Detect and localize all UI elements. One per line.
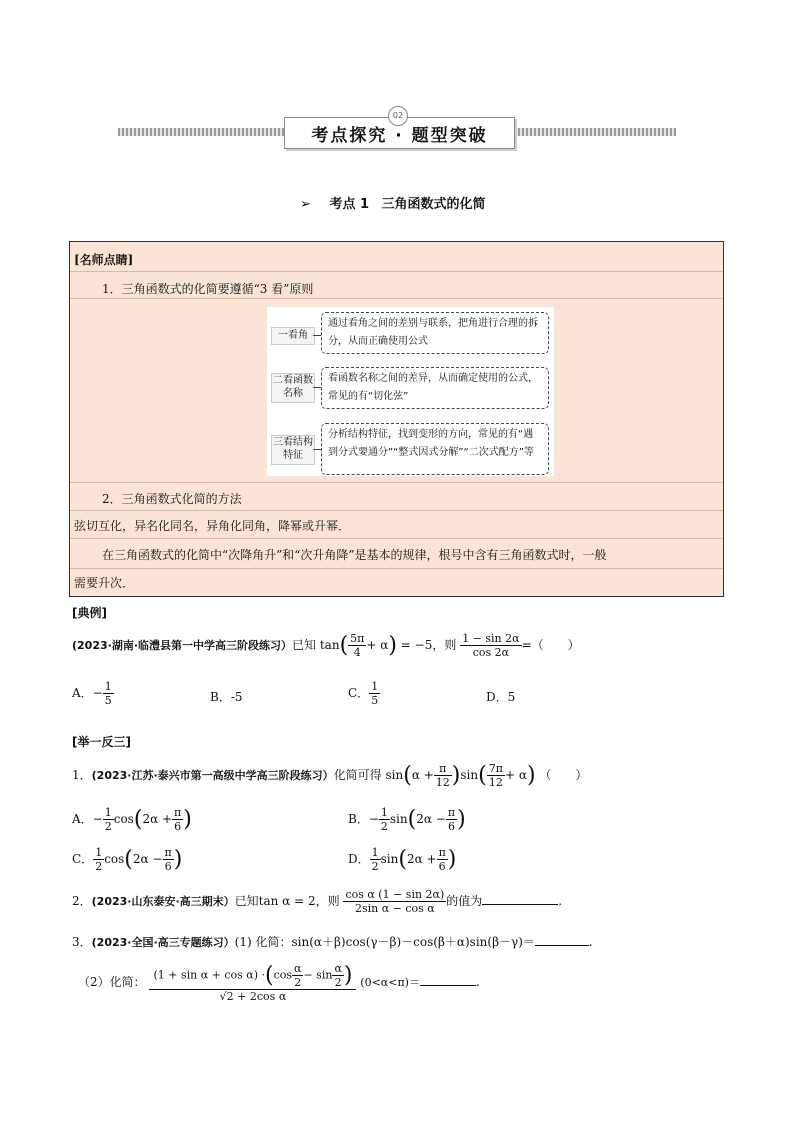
- option-d: D．5: [486, 690, 516, 704]
- practice-question-2: 2．(2023·山东泰安·高三期末）已知tan α = 2，则 $\frac{\text{cos α (1 − sin 2α)}}{\text{2sin α − cos α}}$ 的值为 .: [72, 888, 563, 915]
- arrow-icon: ➢: [300, 197, 311, 212]
- answer-blank[interactable]: [482, 904, 558, 905]
- diagram-connector: [313, 387, 321, 388]
- tip-paragraph-4-cont: 需要升次．: [74, 576, 135, 590]
- kaodian-title: [300, 193, 486, 212]
- diagram-box: 通过看角之间的差别与联系，把角进行合理的拆分，从而正确使用公式: [321, 312, 549, 354]
- tip-paragraph-4: 在三角函数式的化简中“次降角升”和“次升角降”是基本的规律，根号中含有三角函数式时，一般: [102, 548, 607, 562]
- option-a: A．− $\frac{1}{5}$: [72, 680, 112, 707]
- question-source: (2023·江苏·泰兴市第一高级中学高三阶段练习）: [91, 769, 334, 782]
- banner-title: 考点探究 · 题型突破: [311, 125, 488, 146]
- question-tail: =（ ）: [521, 638, 580, 652]
- kaodian-number: 考点 1: [329, 197, 370, 212]
- diagram-label: 一看角: [271, 327, 315, 345]
- banner-left-bar: [118, 128, 285, 136]
- option-b: B．-5: [210, 690, 243, 704]
- banner-right-bar: [514, 128, 676, 136]
- practice-option-b: B．− $\frac{1}{2}$ sin(2α − $\frac{\pi}{6}$ ): [348, 806, 466, 833]
- math-term: + α: [366, 638, 389, 652]
- question-source: (2023·全国·高三专题练习）: [91, 936, 235, 949]
- tip-paragraph-2: 2．三角函数式化简的方法: [102, 492, 242, 506]
- question-stem: 已知: [292, 638, 317, 652]
- diagram-box: 分析结构特征，找到变形的方向，常见的有“遇到分式要通分”“整式因式分解”“二次式配方”等: [321, 423, 549, 475]
- question-source: (2023·湖南·临澧县第一中学高三阶段练习）: [72, 639, 292, 652]
- practice-option-c: C． $\frac{1}{2}$ cos(2α − $\frac{\pi}{6}$ ): [72, 846, 183, 873]
- practice-question-1: 1．(2023·江苏·泰兴市第一高级中学高三阶段练习）化简可得 sin(α + $\frac{\pi}{12}$ )sin( $\frac{7\pi}{12}$ + α) （ ）: [72, 762, 588, 789]
- kaodian-name: 三角函数式的化简: [381, 197, 486, 212]
- math-fraction: $\frac{1 - \sin 2\alpha}{\cos 2\alpha}$: [462, 632, 520, 659]
- option-c: C． $\frac{1}{5}$: [348, 680, 379, 707]
- practice-option-d: D． $\frac{1}{2}$ sin(2α + $\frac{\pi}{6}$ ): [348, 846, 457, 873]
- answer-blank[interactable]: [420, 985, 476, 986]
- tip-row: [70, 242, 723, 272]
- math-eq: = −5，则: [400, 638, 457, 652]
- diagram-label: 二看函数名称: [271, 373, 315, 403]
- example-heading: [典例]: [72, 606, 107, 620]
- tip-heading: [名师点睛]: [74, 253, 134, 267]
- practice-option-a: A．− $\frac{1}{2}$ cos(2α + $\frac{\pi}{6}$ ): [72, 806, 192, 833]
- question-source: (2023·山东泰安·高三期末）: [91, 895, 235, 908]
- math-fn: tan: [319, 638, 340, 652]
- tip-paragraph-1: 1．三角函数式的化简要遵循“3 看”原则: [102, 282, 314, 296]
- practice-heading: [举一反三]: [72, 735, 131, 749]
- diagram-box: 看函数名称之间的差异，从而确定使用的公式，常见的有“切化弦”: [321, 367, 549, 409]
- section-number-badge: 02: [388, 106, 408, 126]
- answer-blank[interactable]: [535, 945, 589, 946]
- three-look-diagram: [267, 307, 554, 476]
- math-fraction: $\frac{5\pi}{4}$: [350, 632, 365, 659]
- tip-paragraph-3: 弦切互化，异名化同名，异角化同角，降幂或升幂．: [74, 519, 351, 533]
- diagram-label: 三看结构特征: [271, 435, 315, 465]
- example-question: (2023·湖南·临澧县第一中学高三阶段练习）已知 tan( $\frac{5\pi}{4}$ + α) = −5，则 $\frac{1 - \sin 2\alpha}{\cos 2\alpha}$ =（ ）: [72, 632, 580, 659]
- practice-question-3: 3．(2023·全国·高三专题练习）(1) 化简：sin(α＋β)cos(γ－β)－cos(β＋α)sin(β－γ)＝ .: [72, 935, 593, 949]
- diagram-connector: [313, 449, 321, 450]
- diagram-connector: [313, 335, 321, 336]
- practice-question-3-part-2: （2）化简： (1 + sin α + cos α) ·(cos $\frac{\alpha}{2}$ − sin $\frac{\alpha}{2}$ ) √2 + 2cos α (0<α<π)＝ .: [78, 962, 480, 1003]
